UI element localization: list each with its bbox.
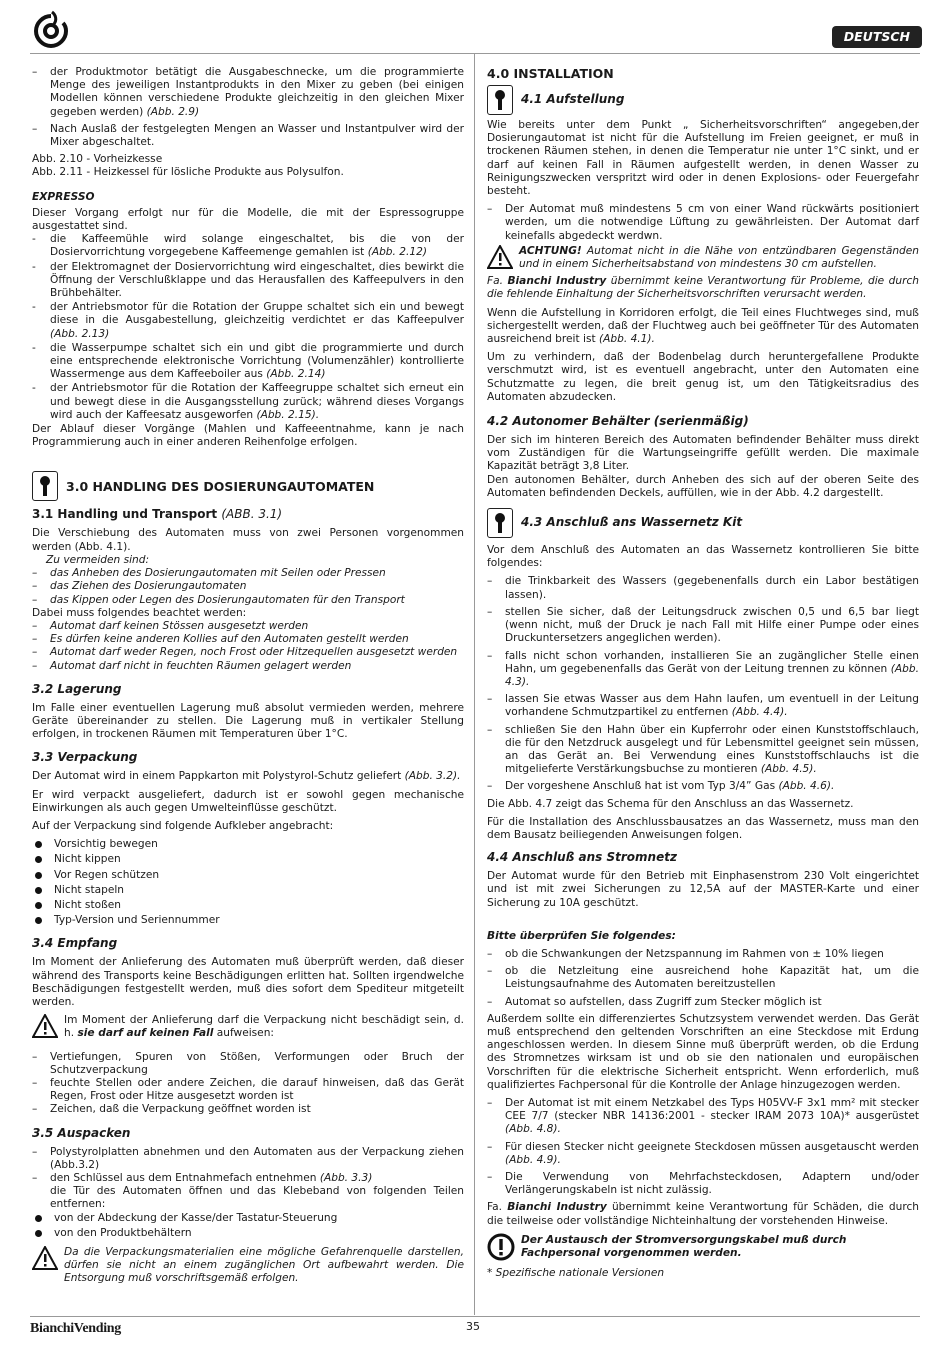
subsection-title: 3.3 Verpackung: [32, 750, 138, 765]
subsection-title: 3.5 Auspacken: [32, 1125, 131, 1140]
list-item: – Der vorgeshene Anschluß hat ist vom Typ 3/4” Gas (Abb. 4.6).: [487, 780, 835, 793]
paragraph: Der Ablauf dieser Vorgänge (Mahlen und Kaffeeentnahme, kann je nach Programmierung auch in einer anderen Reihenfolge erfolgen.: [32, 423, 464, 449]
list-item: Vorsichtig bewegen: [32, 838, 464, 851]
warning-note: Da die Verpackungsmaterialien eine mögliche Gefahrenquelle darstellen, dürfen sie nicht an einem zugänglichen Ort aufbewahrt werden. Die Entsorgung muß vorschriftsgemäß erfolgen.: [32, 1246, 464, 1286]
list-item: – Nach Auslaß der festgelegten Mengen an Wasser und Instantpulver wird der Mixer abgeschaltet.: [32, 122, 464, 149]
important-note: Der Austausch der Stromversorgungskabel muß durch Fachpersonal vorgenommen werden.: [487, 1233, 919, 1261]
paragraph: Der sich im hinteren Bereich des Automaten befindender Behälter muss direkt vom Zuständigen für die Wartungseingriffe gefüllt werden. Die maximale Kapazität beträgt 3,8 Liter.: [487, 434, 919, 473]
footnote: * Spezifische nationale Versionen: [487, 1266, 665, 1279]
list-item: – Automat darf keinen Stössen ausgesetzt werden: [32, 619, 309, 632]
list-item: – stellen Sie sicher, daß der Leitungsdruck zwischen 0,5 und 6,5 bar liegt (wenn nicht, muß der Druck je nach Fall mit Hilfe einer Pumpe oder eines Druckuntersetzers angeglichen werden).: [487, 605, 919, 645]
paragraph: Die Abb. 4.7 zeigt das Schema für den Anschluss an das Wassernetz.: [487, 797, 854, 810]
subsection-title: 4.1 Aufstellung: [521, 92, 625, 107]
subsection-title: 3.4 Empfang: [32, 936, 118, 951]
paragraph: Der Automat wird in einem Pappkarton mit Polystyrol-Schutz geliefert (Abb. 3.2).: [32, 770, 461, 783]
list-item: von den Produktbehältern: [32, 1227, 464, 1240]
key-icon: [487, 85, 513, 115]
warning-note: Im Moment der Anlieferung darf die Verpackung nicht beschädigt sein, d. h. sie darf auf keinen Fall aufweisen:: [32, 1014, 464, 1040]
column-divider: [474, 53, 475, 1315]
list-item: – lassen Sie etwas Wasser aus dem Hahn laufen, um eventuell in der Leitung vorhandene Schmutzpartikel zu entfernen (Abb. 4.4).: [487, 693, 919, 719]
list-item: – die Trinkbarkeit des Wassers (gegebenenfalls durch ein Labor bestätigen lassen).: [487, 575, 919, 601]
list-item: - der Elektromagnet der Dosiervorrichtung wird eingeschaltet, dies bewirkt die Öffnung der Verschlußklappe und das Herausfallen des Kaffeepulvers in den Brühbehälter.: [32, 260, 464, 300]
list-item: Vor Regen schützen: [32, 869, 464, 882]
paragraph: Vor dem Anschluß des Automaten an das Wassernetz kontrollieren Sie bitte folgendes:: [487, 544, 919, 570]
paragraph: Im Moment der Anlieferung des Automaten muß überprüft werden, daß dieser während des Transports keine Beschädigungen erlitten hat. Sollten irgendwelche Beschädigungen festgestellt werden, muß dies sofort dem Spediteur mitgeteilt werden.: [32, 956, 464, 1008]
warning-note: ACHTUNG! Automat nicht in die Nähe von entzündbaren Gegenständen und in einem Sicherheitsabstand von mindestens 30 cm aufstellen.: [487, 245, 919, 271]
list-item: – das Anheben des Dosierungautomaten mit Seilen oder Pressen: [32, 567, 386, 580]
section-header: [32, 471, 464, 501]
paragraph: die Tür des Automaten öffnen und das Klebeband von folgenden Teilen entfernen:: [50, 1185, 464, 1211]
top-divider: [30, 53, 920, 54]
warning-icon: [32, 1246, 58, 1270]
paragraph: Den autonomen Behälter, durch Anheben des sich auf der oberen Seite des Automaten befindenden Deckels, auffüllen, wie in der Abb. 4.2 dargestellt.: [487, 473, 919, 499]
list-item: – den Schlüssel aus dem Entnahmefach entnehmen (Abb. 3.3): [32, 1172, 373, 1184]
list-item: – feuchte Stellen oder andere Zeichen, die darauf hinweisen, daß das Gerät Regen, Frost oder Hitze ausgesetzt worden ist: [32, 1076, 464, 1103]
section-title: 4.0 INSTALLATION: [487, 66, 614, 81]
paragraph: Er wird verpackt ausgeliefert, dadurch ist er sowohl gegen mechanische Einwirkungen als auch gegen Umwelteinflüsse geschützt.: [32, 788, 464, 814]
list-item: – Für diesen Stecker nicht geeignete Steckdosen müssen ausgetauscht werden (Abb. 4.9).: [487, 1140, 919, 1166]
list-item: - die Wasserpumpe schaltet sich ein und gibt die programmierte und durch eine entsprechende elektronische Vorrichtung (Volumenzähler) kontrollierte Wassermenge aus dem Kaffeeboiler aus (Abb. 2.14): [32, 341, 464, 381]
right-column: [487, 66, 919, 1285]
paragraph: Der Automat wurde für den Betrieb mit Einphasenstrom 230 Volt eingerichtet und ist mit zwei Sicherungen zu 12,5A auf der MASTER-Karte und einer Sicherung zu 10A geschützt.: [487, 870, 919, 909]
list-item: – Automat darf nicht in feuchten Räumen gelagert werden: [32, 659, 352, 672]
list-item: – Zeichen, daß die Verpackung geöffnet worden ist: [32, 1103, 311, 1116]
list-item: Nicht kippen: [32, 853, 464, 866]
paragraph: Wie bereits unter dem Punkt „ Sicherheitsvorschriften“ angegeben,der Dosierungautomat ist nicht für die Aufstellung im Freien geeignet, er muß in trockenen Räumen stehen, in denen die Temperatur nie unter 1°C sinkt, und er darf auf keinen Fall in Räumen aufgestellt werden, in denen Wasser zu Reinigungszwecken verspritzt wird oder in denen Explosions- oder Feuergefahr besteht.: [487, 119, 919, 198]
list-item: Nicht stapeln: [32, 884, 464, 897]
exclamation-circle-icon: [487, 1233, 515, 1261]
section-header: [487, 85, 919, 115]
list-item: von der Abdeckung der Kasse/der Tastatur-Steuerung: [32, 1212, 464, 1225]
paragraph: Um zu verhindern, daß der Bodenbelag durch heruntergefallene Produkte verschmutzt wird, ist es eventuell angebracht, unter den Automaten eine Schutzmatte zu legen, die breit genug ist, um den Tätigkeitsradius des Automaten abzudecken.: [487, 351, 919, 403]
subsection-title: 4.3 Anschluß ans Wassernetz Kit: [521, 515, 743, 530]
brand-logo: BianchiVending: [30, 1321, 121, 1336]
list-item: – der Produktmotor betätigt die Ausgabeschnecke, um die programmierte Menge des jeweiligen Instantprodukts in den Mixer zu geben (bei einigen Modellen können verschiedene Produkte gleichzeitig in den gleichen Mixer gegeben werden) (Abb. 2.9): [32, 66, 464, 118]
paragraph: Dieser Vorgang erfolgt nur für die Modelle, die mit der Espressogruppe ausgestattet sind.: [32, 206, 464, 233]
list-item: – das Kippen oder Legen des Dosierungautomaten für den Transport: [32, 593, 405, 606]
list-intro: Zu vermeiden sind:: [46, 553, 150, 566]
list-item: – Polystyrolplatten abnehmen und den Automaten aus der Verpackung ziehen (Abb.3.2): [32, 1145, 464, 1171]
paragraph: Auf der Verpackung sind folgende Aufkleber angebracht:: [32, 819, 334, 832]
key-icon: [32, 471, 58, 501]
left-column: [32, 66, 464, 1292]
paragraph: Für die Installation des Anschlussbausatzes an das Wassernetz, muss man den dem Bausatz beiliegenden Anweisungen folgen.: [487, 815, 919, 841]
list-item: – ob die Netzleitung eine ausreichend hohe Kapazität hat, um die Leistungsaufnahme des Automaten bereitzustellen: [487, 965, 919, 991]
list-item: – Der Automat ist mit einem Netzkabel des Typs H05VV-F 3x1 mm² mit stecker CEE 7/7 (stecker NBR 14136:2001 - stecker IRAM 2073 10A)* ausgerüstet (Abb. 4.8).: [487, 1096, 919, 1136]
list-intro: Dabei muss folgendes beachtet werden:: [32, 606, 247, 619]
list-item: – das Ziehen des Dosierungautomaten: [32, 580, 247, 593]
list-item: – Die Verwendung von Mehrfachsteckdosen, Adaptern und/oder Verlängerungskabeln ist nicht zulässig.: [487, 1171, 919, 1197]
list-item: – ob die Schwankungen der Netzspannung im Rahmen von ± 10% liegen: [487, 947, 884, 960]
list-intro: Bitte überprüfen Sie folgendes:: [487, 929, 676, 942]
section-title: 3.0 HANDLING DES DOSIERUNGAUTOMATEN: [66, 478, 375, 494]
paragraph: Fa. Bianchi Industry übernimmt keine Verantwortung für Schäden, die durch die teilweise oder vollständige Nichteinhaltung der vorstehenden Hinweise.: [487, 1201, 919, 1227]
paragraph: Außerdem sollte ein differenziertes Schutzsystem verwendet werden. Das Gerät muß entsprechend den geltenden Vorschriften an eine Steckdose mit Erdung angeschlossen werden. In diesem Sinne muß überprüft werden, ob die Erdung des Stromnetzes wirksam ist und ob sie den nationalen und europäischen Vorschriften für die elektrische Sicherheit entspricht. Wenn erforderlich, muß qualifiziertes Fachpersonal für die Kontrolle der Anlage hinzugezogen werden.: [487, 1012, 919, 1091]
list-item: Typ-Version und Seriennummer: [32, 914, 464, 927]
list-item: - die Kaffeemühle wird solange eingeschaltet, bis die von der Dosiervorrichtung vorgegebene Kaffeemenge gemahlen ist (Abb. 2.12): [32, 233, 464, 259]
warning-icon: [32, 1014, 58, 1038]
list-item: – falls nicht schon vorhanden, installieren Sie an zugänglicher Stelle einen Hahn, um gegebenenfalls das Gerät von der Leitung trennen zu können (Abb. 4.3).: [487, 649, 919, 688]
list-item: - der Antriebsmotor für die Rotation der Kaffeegruppe schaltet sich erneut ein und bewegt diese in die Ausgangsstellung zurück; während dieses Vorgangs wird auch der Kaffeesatz ausgeworfen (Abb. 2.15).: [32, 382, 464, 421]
section-title: EXPRESSO: [32, 190, 95, 203]
paragraph: Wenn die Aufstellung in Korridoren erfolgt, die Teil eines Fluchtweges sind, muß sichergestellt werden, daß der Fluchtweg auch bei geöffneter Tür des Automaten ausreichend breit ist (Abb. 4.1).: [487, 306, 919, 346]
subsection-title: 4.4 Anschluß ans Stromnetz: [487, 850, 677, 865]
subsection-title: 4.2 Autonomer Behälter (serienmäßig): [487, 414, 749, 429]
list-item: – Automat darf weder Regen, noch Frost oder Hitzequellen ausgesetzt werden: [32, 646, 458, 659]
paragraph: Im Falle einer eventuellen Lagerung muß absolut vermieden werden, mehrere Geräte übereinander zu stellen. Die Lagerung muß in vertikaler Stellung erfolgen, in trockenen Räumen mit Temperaturen über 1°C.: [32, 701, 464, 741]
section-header: [487, 508, 919, 538]
bottom-divider: [30, 1316, 920, 1317]
list-item: Nicht stoßen: [32, 899, 464, 912]
list-item: – Es dürfen keine anderen Kollies auf den Automaten gestellt werden: [32, 633, 409, 646]
subsection-title: 3.1 Handling und Transport (ABB. 3.1): [32, 507, 283, 522]
figure-ref: Abb. 2.10 - Vorheizkesse: [32, 153, 163, 166]
list-item: – Der Automat muß mindestens 5 cm von einer Wand rückwärts positioniert werden, um die notwendige Lüftung zu gewährleisten. Der Automat darf keinefalls abgedeckt werdwn.: [487, 203, 919, 242]
list-item: - der Antriebsmotor für die Rotation der Gruppe schaltet sich ein und bewegt diese in die Ausgabestellung, gleichzeitig verdichtet er das Kaffeepulver (Abb. 2.13): [32, 301, 464, 340]
key-icon: [487, 508, 513, 538]
bianchi-logo-icon: [30, 10, 72, 52]
list-item: – schließen Sie den Hahn über ein Kupferrohr oder einen Kunststoffschlauch, die für den Netzdruck ausgelegt und für Lebensmittel geeignet sein müssen, an das Gerät an. Bei Verwendung eines Kunststoffschlauchs ist die mitgelieferte Verstärkungsbuchse zu montieren (Abb. 4.5).: [487, 723, 919, 776]
paragraph: Fa. Bianchi Industry übernimmt keine Verantwortung für Probleme, die durch die fehlende Einhaltung der Sicherheitsvorschriften verursacht werden.: [487, 275, 919, 301]
list-item: – Automat so aufstellen, dass Zugriff zum Stecker möglich ist: [487, 995, 822, 1008]
subsection-title: 3.2 Lagerung: [32, 681, 122, 696]
figure-ref: Abb. 2.11 - Heizkessel für lösliche Produkte aus Polysulfon.: [32, 166, 344, 179]
warning-icon: [487, 245, 513, 269]
list-item: – Vertiefungen, Spuren von Stößen, Verformungen oder Bruch der Schutzverpackung: [32, 1050, 464, 1076]
page-number: 35: [466, 1320, 480, 1333]
paragraph: Die Verschiebung des Automaten muss von zwei Personen vorgenommen werden (Abb. 4.1).: [32, 527, 464, 553]
language-badge: DEUTSCH: [832, 26, 922, 48]
